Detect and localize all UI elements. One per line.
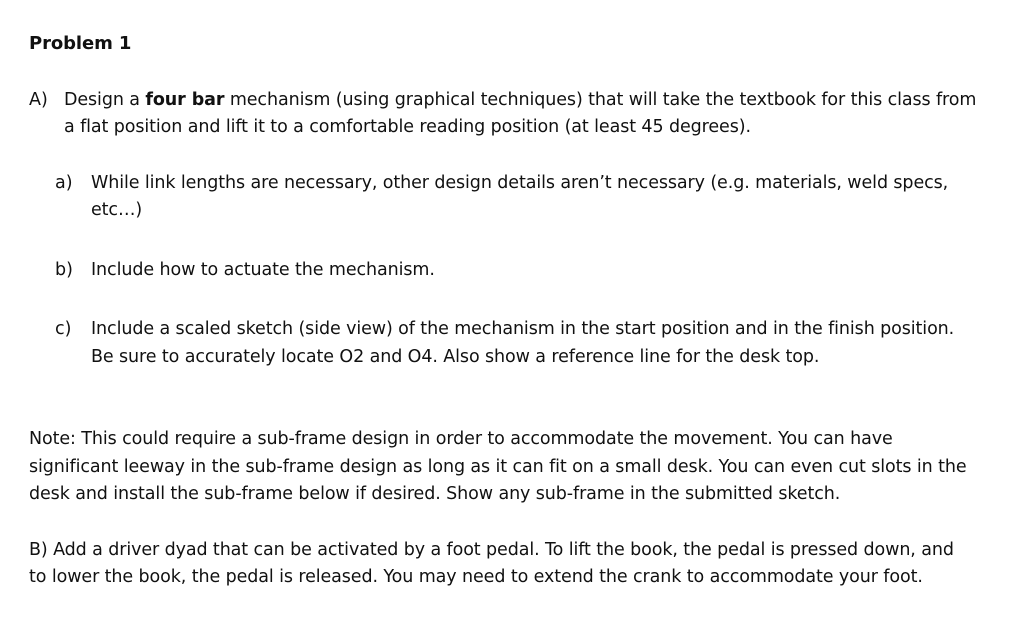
part-a-line-1-pre: Design a xyxy=(64,90,146,110)
subitem-a-marker: a) xyxy=(55,173,73,193)
subitem-c-line-1: Include a scaled sketch (side view) of the mechanism in the start position and in the finish position. xyxy=(91,319,955,339)
subitem-c-marker: c) xyxy=(55,319,72,339)
subitem-c-line-2: Be sure to accurately locate O2 and O4. Also show a reference line for the desk top. xyxy=(91,347,820,367)
subitem-a-line-1: While link lengths are necessary, other design details aren’t necessary (e.g. materials, weld specs, xyxy=(91,173,949,193)
problem-title: Problem 1 xyxy=(29,33,132,54)
subitem-b-line-1: Include how to actuate the mechanism. xyxy=(91,260,435,280)
note-line-1: Note: This could require a sub-frame design in order to accommodate the movement. You can have xyxy=(29,429,893,449)
part-a-line-1 xyxy=(64,89,976,111)
note-line-3: desk and install the sub-frame below if desired. Show any sub-frame in the submitted sketch. xyxy=(29,484,841,504)
part-a-marker: A) xyxy=(29,90,48,110)
part-a-line-1-post: mechanism (using graphical techniques) that will take the textbook for this class from xyxy=(224,90,977,110)
note-line-2: significant leeway in the sub-frame design as long as it can fit on a small desk. You can even cut slots in the xyxy=(29,457,967,477)
subitem-a-line-2: etc…) xyxy=(91,200,143,220)
part-a-bold-term: four bar xyxy=(145,90,225,110)
subitem-b-marker: b) xyxy=(55,260,73,280)
part-b-line-1: B) Add a driver dyad that can be activated by a foot pedal. To lift the book, the pedal is pressed down, and xyxy=(29,540,954,560)
part-b-line-2: to lower the book, the pedal is released. You may need to extend the crank to accommodate your foot. xyxy=(29,567,923,587)
part-a-line-2: a flat position and lift it to a comfortable reading position (at least 45 degrees). xyxy=(64,117,751,137)
